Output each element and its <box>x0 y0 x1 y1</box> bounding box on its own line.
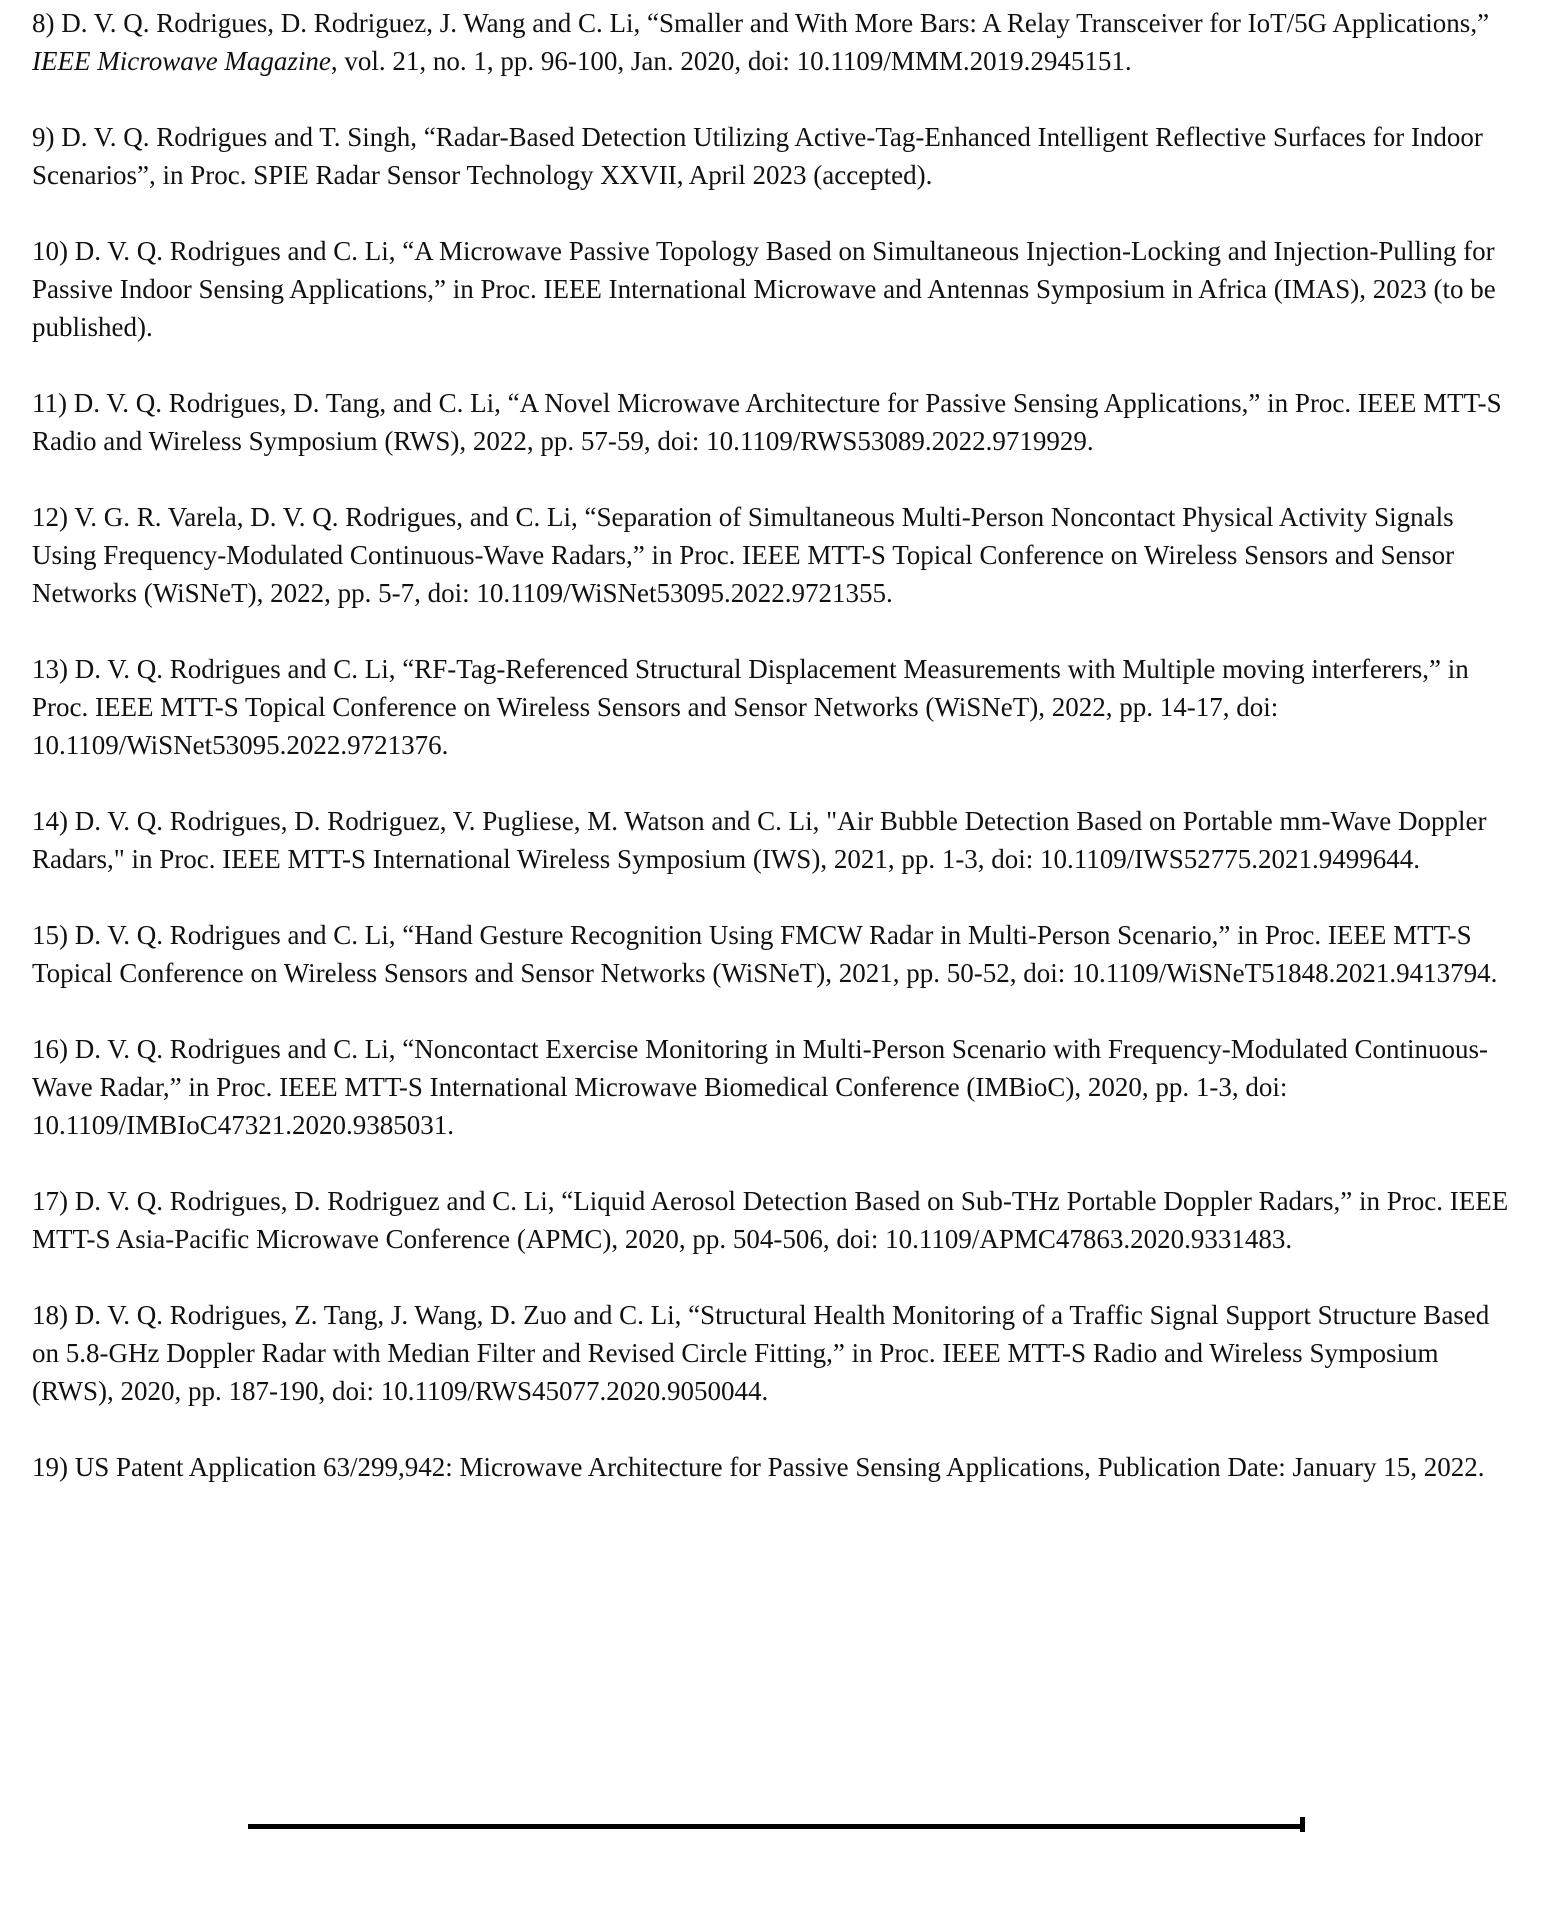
reference-item-19: 19) US Patent Application 63/299,942: Microwave Architecture for Passive Sensing Applications, Publication Date: January 15, 2022. <box>32 1452 1485 1482</box>
reference-list <box>32 4 1522 1524</box>
reference-item-14: 14) D. V. Q. Rodrigues, D. Rodriguez, V. Pugliese, M. Watson and C. Li, "Air Bubble Detection Based on Portable mm-Wave Doppler Radars," in Proc. IEEE MTT-S International Wireless Symposium (IWS), 2021, pp. 1-3, doi: 10.1109/IWS52775.2021.9499644. <box>32 806 1487 874</box>
reference-item-8 <box>32 4 1522 80</box>
reference-item-18: 18) D. V. Q. Rodrigues, Z. Tang, J. Wang, D. Zuo and C. Li, “Structural Health Monitoring of a Traffic Signal Support Structure Based on 5.8-GHz Doppler Radar with Median Filter and Revised Circle Fitting,” in Proc. IEEE MTT-S Radio and Wireless Symposium (RWS), 2020, pp. 187-190, doi: 10.1109/RWS45077.2020.9050044. <box>32 1300 1490 1406</box>
reference-8-journal: IEEE Microwave Magazine <box>32 46 331 76</box>
reference-8-authors-title: 8) D. V. Q. Rodrigues, D. Rodriguez, J. Wang and C. Li, “Smaller and With More Bars: A Relay Transceiver for IoT/5G Applications,” <box>32 8 1490 38</box>
reference-item-13: 13) D. V. Q. Rodrigues and C. Li, “RF-Tag-Referenced Structural Displacement Measurements with Multiple moving interferers,” in Proc. IEEE MTT-S Topical Conference on Wireless Sensors and Sensor Networks (WiSNeT), 2022, pp. 14-17, doi: 10.1109/WiSNet53095.2022.9721376. <box>32 654 1469 760</box>
reference-item-11: 11) D. V. Q. Rodrigues, D. Tang, and C. Li, “A Novel Microwave Architecture for Passive Sensing Applications,” in Proc. IEEE MTT-S Radio and Wireless Symposium (RWS), 2022, pp. 57-59, doi: 10.1109/RWS53089.2022.9719929. <box>32 388 1502 456</box>
reference-item-10: 10) D. V. Q. Rodrigues and C. Li, “A Microwave Passive Topology Based on Simultaneous Injection-Locking and Injection-Pulling for Passive Indoor Sensing Applications,” in Proc. IEEE International Microwave and Antennas Symposium in Africa (IMAS), 2023 (to be published). <box>32 236 1496 342</box>
reference-item-17: 17) D. V. Q. Rodrigues, D. Rodriguez and C. Li, “Liquid Aerosol Detection Based on Sub-THz Portable Doppler Radars,” in Proc. IEEE MTT-S Asia-Pacific Microwave Conference (APMC), 2020, pp. 504-506, doi: 10.1109/APMC47863.2020.9331483. <box>32 1186 1509 1254</box>
reference-8-details: , vol. 21, no. 1, pp. 96-100, Jan. 2020, doi: 10.1109/MMM.2019.2945151. <box>330 46 1132 76</box>
reference-item-16: 16) D. V. Q. Rodrigues and C. Li, “Noncontact Exercise Monitoring in Multi-Person Scenario with Frequency-Modulated Continuous-Wave Radar,” in Proc. IEEE MTT-S International Microwave Biomedical Conference (IMBioC), 2020, pp. 1-3, doi: 10.1109/IMBIoC47321.2020.9385031. <box>32 1034 1489 1140</box>
reference-item-15: 15) D. V. Q. Rodrigues and C. Li, “Hand Gesture Recognition Using FMCW Radar in Multi-Person Scenario,” in Proc. IEEE MTT-S Topical Conference on Wireless Sensors and Sensor Networks (WiSNeT), 2021, pp. 50-52, doi: 10.1109/WiSNeT51848.2021.9413794. <box>32 920 1498 988</box>
reference-item-12: 12) V. G. R. Varela, D. V. Q. Rodrigues, and C. Li, “Separation of Simultaneous Multi-Person Noncontact Physical Activity Signals Using Frequency-Modulated Continuous-Wave Radars,” in Proc. IEEE MTT-S Topical Conference on Wireless Sensors and Sensor Networks (WiSNeT), 2022, pp. 5-7, doi: 10.1109/WiSNet53095.2022.9721355. <box>32 502 1455 608</box>
footer-divider-line <box>248 1824 1304 1829</box>
footer-divider-end-tick <box>1300 1817 1305 1832</box>
reference-item-9: 9) D. V. Q. Rodrigues and T. Singh, “Radar-Based Detection Utilizing Active-Tag-Enhanced Intelligent Reflective Surfaces for Indoor Scenarios”, in Proc. SPIE Radar Sensor Technology XXVII, April 2023 (accepted). <box>32 122 1483 190</box>
